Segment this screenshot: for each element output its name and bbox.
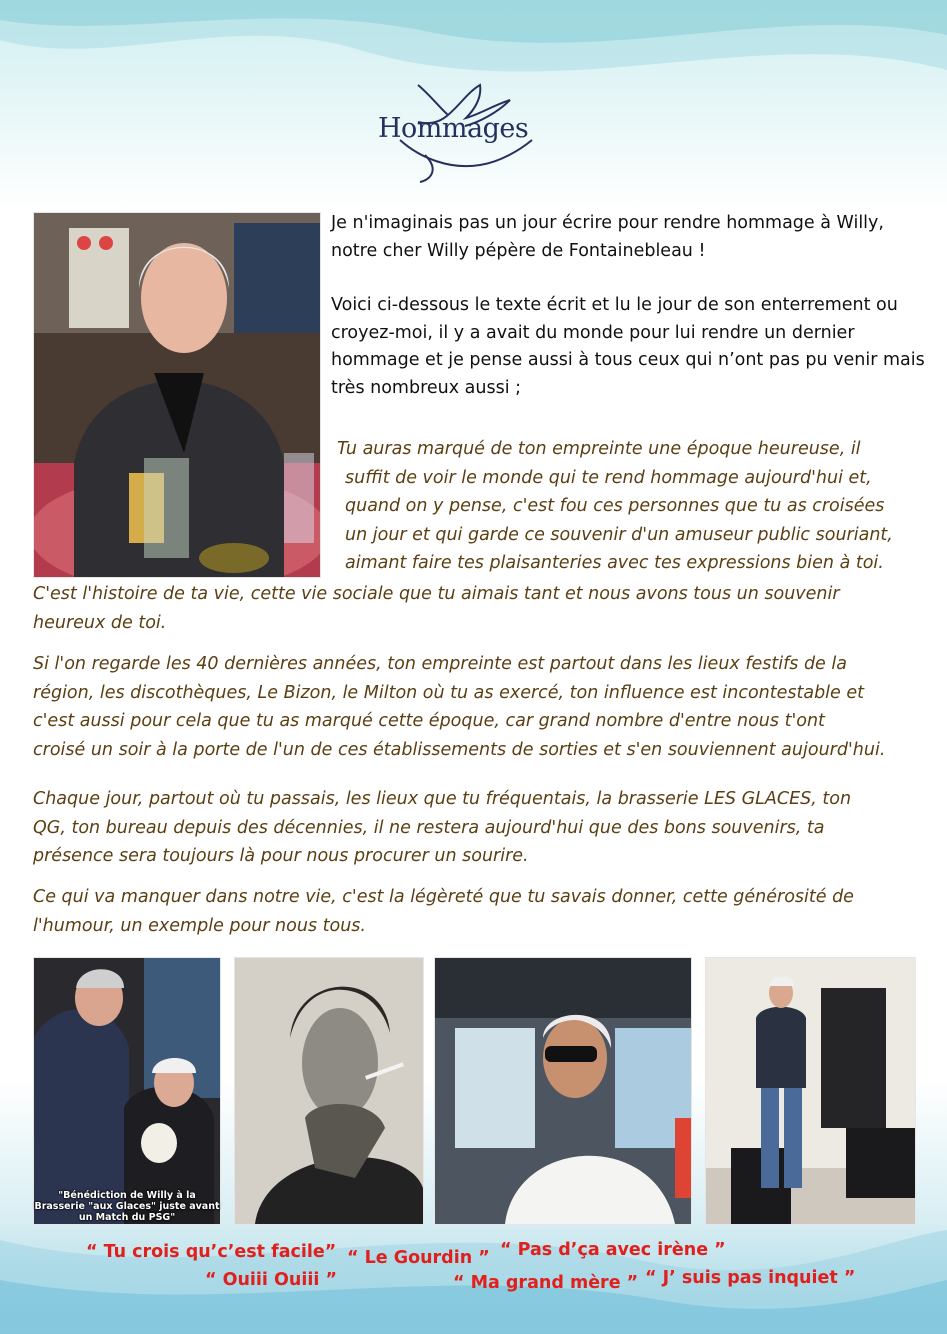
intro-text: [331, 210, 931, 402]
tribute-line: aimant faire tes plaisanteries avec tes expressions bien à toi.: [345, 553, 884, 573]
photo-standing-room: [705, 957, 916, 1225]
portrait-photo-brasserie: [33, 212, 321, 578]
quote-ma-grand-mere: “ Ma grand mère ”: [453, 1273, 639, 1293]
tribute-line: Chaque jour, partout où tu passais, les lieux que tu fréquentais, la brasserie LES GLACES, ton: [33, 789, 852, 809]
tribute-line: QG, ton bureau depuis des décennies, il ne restera aujourd'hui que des bons souvenirs, ta: [33, 817, 825, 838]
tribute-paragraph-4: [33, 883, 933, 940]
tribute-line: C'est l'histoire de ta vie, cette vie sociale que tu aimais tant et nous avons tous un souvenir: [33, 584, 840, 604]
logo-text: Hommages: [378, 113, 529, 144]
tribute-line: heureux de toi.: [33, 612, 167, 633]
quote-pas-dca: “ Pas d’ça avec irène ”: [500, 1240, 726, 1260]
tribute-text-right-column: [337, 435, 937, 578]
tribute-paragraph-3: [33, 785, 933, 871]
tribute-line: présence sera toujours là pour nous procurer un sourire.: [33, 846, 529, 866]
intro-paragraph-2: Voici ci-dessous le texte écrit et lu le jour de son enterrement ou croyez-moi, il y a avait du monde pour lui rendre un dernier hommage et je pense aussi à tous ceux qui n’ont pas pu venir mais très nombreux aussi ;: [331, 295, 925, 398]
photo-benediction: [33, 957, 221, 1225]
tribute-line: l'humour, un exemple pour nous tous.: [33, 915, 366, 936]
photo-caption: "Bénédiction de Willy à la Brasserie "aux Glaces" juste avant un Match du PSG": [34, 1190, 220, 1223]
tribute-line: région, les discothèques, Le Bizon, le Milton où tu as exercé, ton influence est incontestable et: [33, 682, 865, 703]
photo-sunglasses: [434, 957, 692, 1225]
tribute-line: Ce qui va manquer dans notre vie, c'est la légèreté que tu savais donner, cette générosité de: [33, 887, 854, 907]
quote-ouiii: “ Ouiii Ouiii ”: [205, 1270, 337, 1290]
tribute-paragraph-1-end: [33, 580, 933, 637]
tribute-line: Si l'on regarde les 40 dernières années, ton empreinte est partout dans les lieux festifs de la: [33, 654, 847, 674]
tribute-line: c'est aussi pour cela que tu as marqué cette époque, car grand nombre d'entre nous t'ont: [33, 711, 825, 731]
tribute-line: Tu auras marqué de ton empreinte une époque heureuse, il: [337, 439, 861, 459]
intro-paragraph-1: Je n'imaginais pas un jour écrire pour rendre hommage à Willy, notre cher Willy pépère de Fontainebleau !: [331, 213, 884, 261]
tribute-line: quand on y pense, c'est fou ces personnes que tu as croisées: [345, 496, 885, 516]
tribute-line: un jour et qui garde ce souvenir d'un amuseur public souriant,: [345, 524, 893, 545]
tribute-line: croisé un soir à la porte de l'un de ces établissements de sorties et s'en souviennent aujourd'hui.: [33, 739, 886, 760]
photo-black-and-white-portrait: [234, 957, 424, 1225]
tribute-paragraph-2: [33, 650, 933, 764]
quote-tu-crois: “ Tu crois qu’c’est facile”: [86, 1242, 337, 1262]
quote-le-gourdin: “ Le Gourdin ”: [347, 1248, 490, 1268]
tribute-line: suffit de voir le monde qui te rend hommage aujourd'hui et,: [345, 467, 872, 488]
quote-jsuis-pas-inquiet: “ J’ suis pas inquiet ”: [645, 1268, 856, 1288]
